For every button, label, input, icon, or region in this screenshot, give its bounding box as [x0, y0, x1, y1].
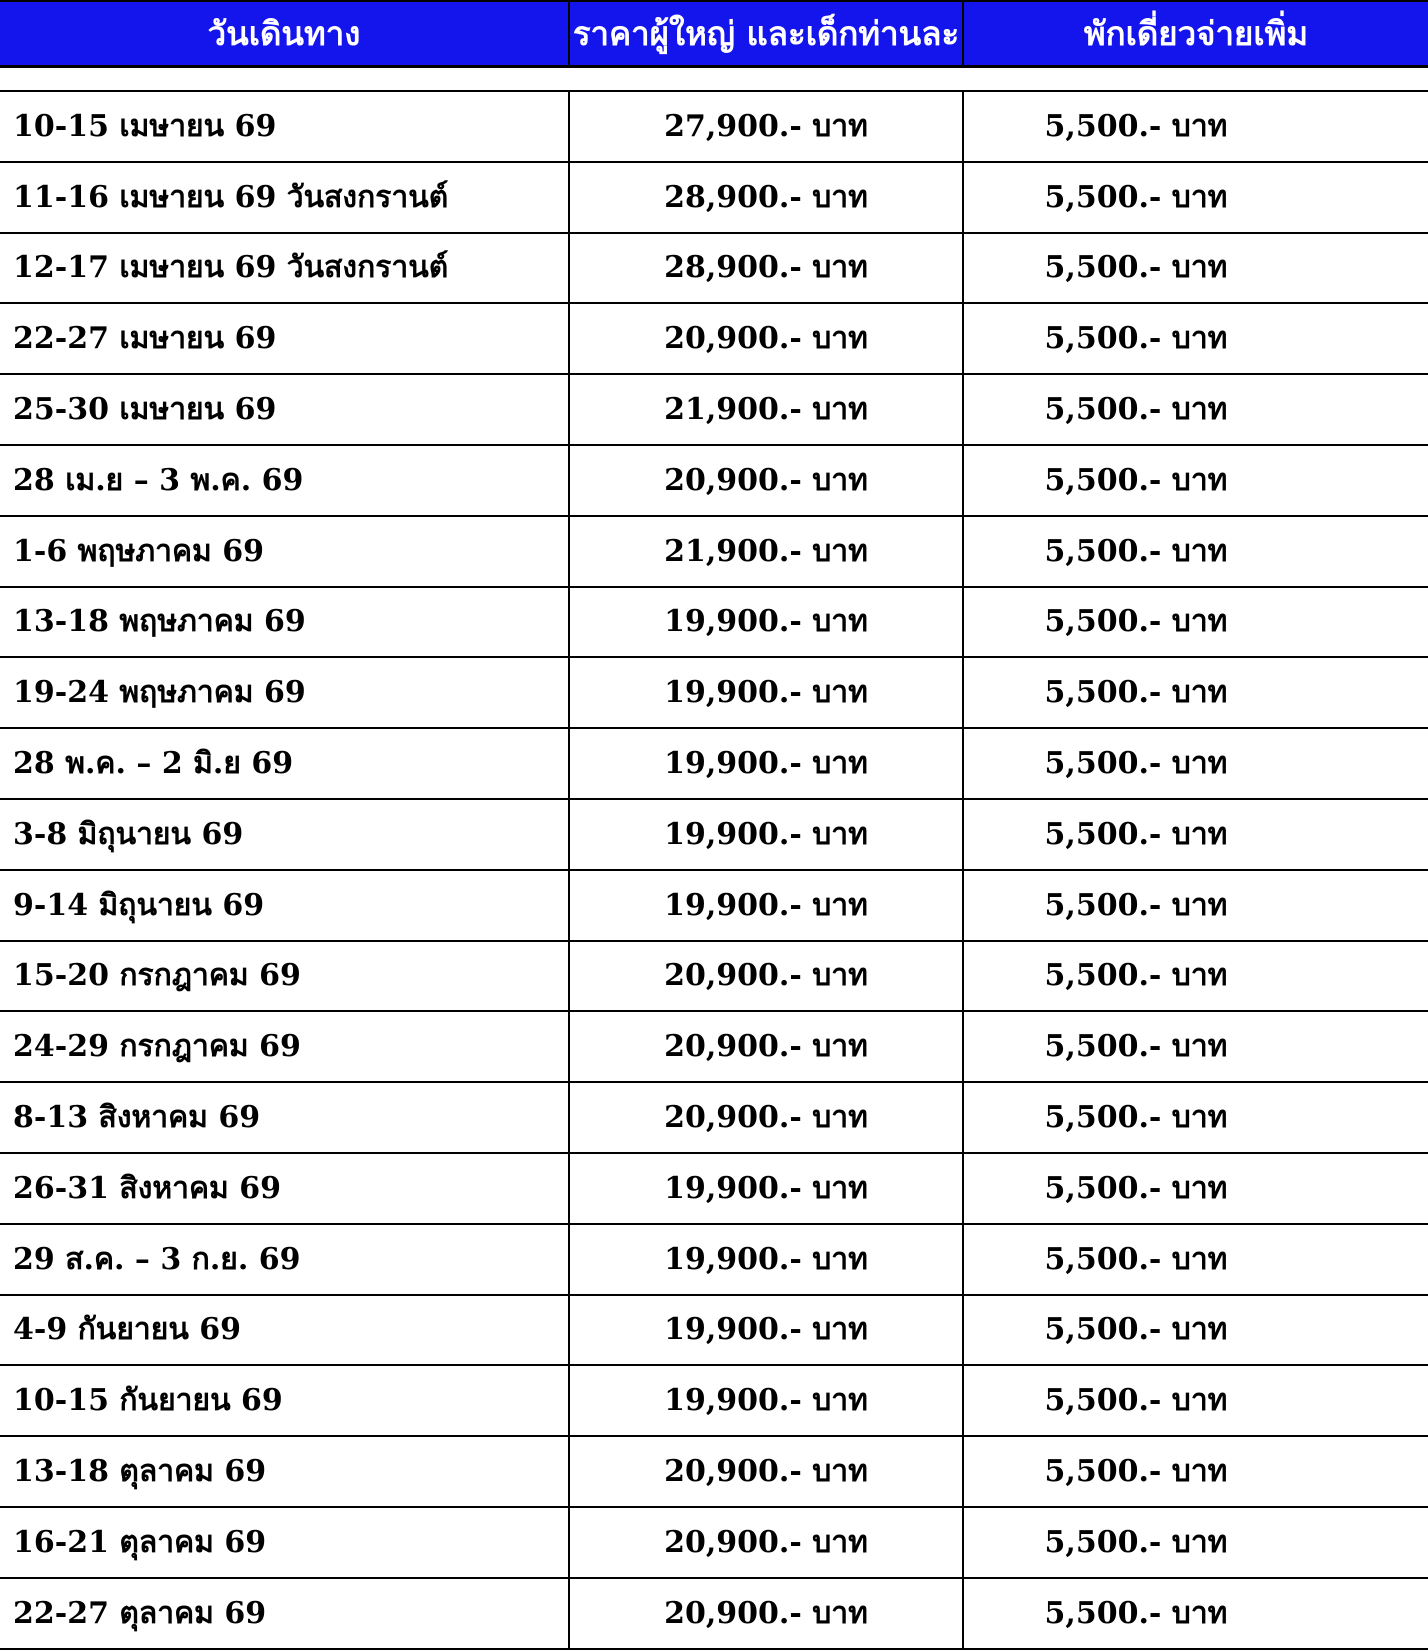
- travel-date-cell: 15-20 กรกฎาคม 69: [0, 942, 570, 1011]
- single-supplement-cell: 5,500.- บาท: [1044, 958, 1228, 994]
- table-header: [0, 0, 1428, 68]
- price-cell: 19,900.- บาท: [570, 1225, 964, 1294]
- single-supplement-cell: 5,500.- บาท: [1044, 108, 1228, 144]
- price-cell: 20,900.- บาท: [570, 1083, 964, 1152]
- price-cell: 19,900.- บาท: [570, 1154, 964, 1223]
- travel-date-cell: 22-27 เมษายน 69: [0, 304, 570, 373]
- price-cell: 19,900.- บาท: [570, 1366, 964, 1435]
- single-supplement-cell: 5,500.- บาท: [1044, 1312, 1228, 1348]
- price-cell: 20,900.- บาท: [570, 942, 964, 1011]
- single-supplement-cell: 5,500.- บาท: [1044, 321, 1228, 357]
- travel-date-cell: 11-16 เมษายน 69 วันสงกรานต์: [0, 163, 570, 232]
- price-cell: 20,900.- บาท: [570, 1012, 964, 1081]
- table-row: [0, 1366, 1428, 1437]
- table-row: [0, 517, 1428, 588]
- table-row: [0, 1296, 1428, 1367]
- table-row: [0, 375, 1428, 446]
- price-cell: 19,900.- บาท: [570, 588, 964, 657]
- table-body: [0, 92, 1428, 1650]
- travel-date-cell: 26-31 สิงหาคม 69: [0, 1154, 570, 1223]
- header-date: วันเดินทาง: [0, 2, 570, 65]
- single-supplement-cell: 5,500.- บาท: [1044, 675, 1228, 711]
- table-row: [0, 446, 1428, 517]
- price-cell: 21,900.- บาท: [570, 517, 964, 586]
- table-row: [0, 658, 1428, 729]
- travel-date-cell: 10-15 กันยายน 69: [0, 1366, 570, 1435]
- travel-date-cell: 9-14 มิถุนายน 69: [0, 871, 570, 940]
- header-price: ราคาผู้ใหญ่ และเด็กท่านละ: [570, 2, 964, 65]
- price-cell: 20,900.- บาท: [570, 1579, 964, 1648]
- price-cell: 20,900.- บาท: [570, 1437, 964, 1506]
- single-supplement-cell: 5,500.- บาท: [1044, 1595, 1228, 1631]
- table-row: [0, 304, 1428, 375]
- travel-date-cell: 3-8 มิถุนายน 69: [0, 800, 570, 869]
- table-row: [0, 871, 1428, 942]
- travel-date-cell: 28 เม.ย – 3 พ.ค. 69: [0, 446, 570, 515]
- single-supplement-cell: 5,500.- บาท: [1044, 1454, 1228, 1490]
- table-row: [0, 92, 1428, 163]
- price-cell: 20,900.- บาท: [570, 446, 964, 515]
- price-cell: 19,900.- บาท: [570, 658, 964, 727]
- table-row: [0, 729, 1428, 800]
- single-supplement-cell: 5,500.- บาท: [1044, 250, 1228, 286]
- single-supplement-cell: 5,500.- บาท: [1044, 179, 1228, 215]
- table-row: [0, 1437, 1428, 1508]
- travel-date-cell: 8-13 สิงหาคม 69: [0, 1083, 570, 1152]
- travel-date-cell: 19-24 พฤษภาคม 69: [0, 658, 570, 727]
- travel-date-cell: 12-17 เมษายน 69 วันสงกรานต์: [0, 234, 570, 303]
- price-cell: 19,900.- บาท: [570, 800, 964, 869]
- table-row: [0, 1579, 1428, 1650]
- travel-date-cell: 16-21 ตุลาคม 69: [0, 1508, 570, 1577]
- travel-date-cell: 10-15 เมษายน 69: [0, 92, 570, 161]
- single-supplement-cell: 5,500.- บาท: [1044, 392, 1228, 428]
- single-supplement-cell: 5,500.- บาท: [1044, 533, 1228, 569]
- price-cell: 28,900.- บาท: [570, 163, 964, 232]
- travel-date-cell: 1-6 พฤษภาคม 69: [0, 517, 570, 586]
- travel-date-cell: 25-30 เมษายน 69: [0, 375, 570, 444]
- single-supplement-cell: 5,500.- บาท: [1044, 746, 1228, 782]
- table-row: [0, 1012, 1428, 1083]
- price-cell: 20,900.- บาท: [570, 304, 964, 373]
- table-row: [0, 1508, 1428, 1579]
- price-cell: 27,900.- บาท: [570, 92, 964, 161]
- single-supplement-cell: 5,500.- บาท: [1044, 604, 1228, 640]
- table-row: [0, 588, 1428, 659]
- travel-date-cell: 13-18 พฤษภาคม 69: [0, 588, 570, 657]
- travel-date-cell: 4-9 กันยายน 69: [0, 1296, 570, 1365]
- table-row: [0, 1154, 1428, 1225]
- travel-date-cell: 29 ส.ค. – 3 ก.ย. 69: [0, 1225, 570, 1294]
- single-supplement-cell: 5,500.- บาท: [1044, 462, 1228, 498]
- single-supplement-cell: 5,500.- บาท: [1044, 1170, 1228, 1206]
- travel-date-cell: 13-18 ตุลาคม 69: [0, 1437, 570, 1506]
- single-supplement-cell: 5,500.- บาท: [1044, 816, 1228, 852]
- single-supplement-cell: 5,500.- บาท: [1044, 1383, 1228, 1419]
- price-cell: 21,900.- บาท: [570, 375, 964, 444]
- price-cell: 20,900.- บาท: [570, 1508, 964, 1577]
- table-row: [0, 234, 1428, 305]
- price-cell: 19,900.- บาท: [570, 1296, 964, 1365]
- price-cell: 19,900.- บาท: [570, 871, 964, 940]
- price-cell: 28,900.- บาท: [570, 234, 964, 303]
- single-supplement-cell: 5,500.- บาท: [1044, 887, 1228, 923]
- header-spacer: [0, 68, 1428, 92]
- table-row: [0, 163, 1428, 234]
- single-supplement-cell: 5,500.- บาท: [1044, 1029, 1228, 1065]
- travel-date-cell: 24-29 กรกฎาคม 69: [0, 1012, 570, 1081]
- table-row: [0, 1225, 1428, 1296]
- table-row: [0, 942, 1428, 1013]
- travel-date-cell: 22-27 ตุลาคม 69: [0, 1579, 570, 1648]
- price-cell: 19,900.- บาท: [570, 729, 964, 798]
- header-single-supplement: พักเดี่ยวจ่ายเพิ่ม: [1083, 14, 1309, 53]
- travel-date-cell: 28 พ.ค. – 2 มิ.ย 69: [0, 729, 570, 798]
- single-supplement-cell: 5,500.- บาท: [1044, 1524, 1228, 1560]
- single-supplement-cell: 5,500.- บาท: [1044, 1241, 1228, 1277]
- single-supplement-cell: 5,500.- บาท: [1044, 1100, 1228, 1136]
- table-row: [0, 800, 1428, 871]
- table-row: [0, 1083, 1428, 1154]
